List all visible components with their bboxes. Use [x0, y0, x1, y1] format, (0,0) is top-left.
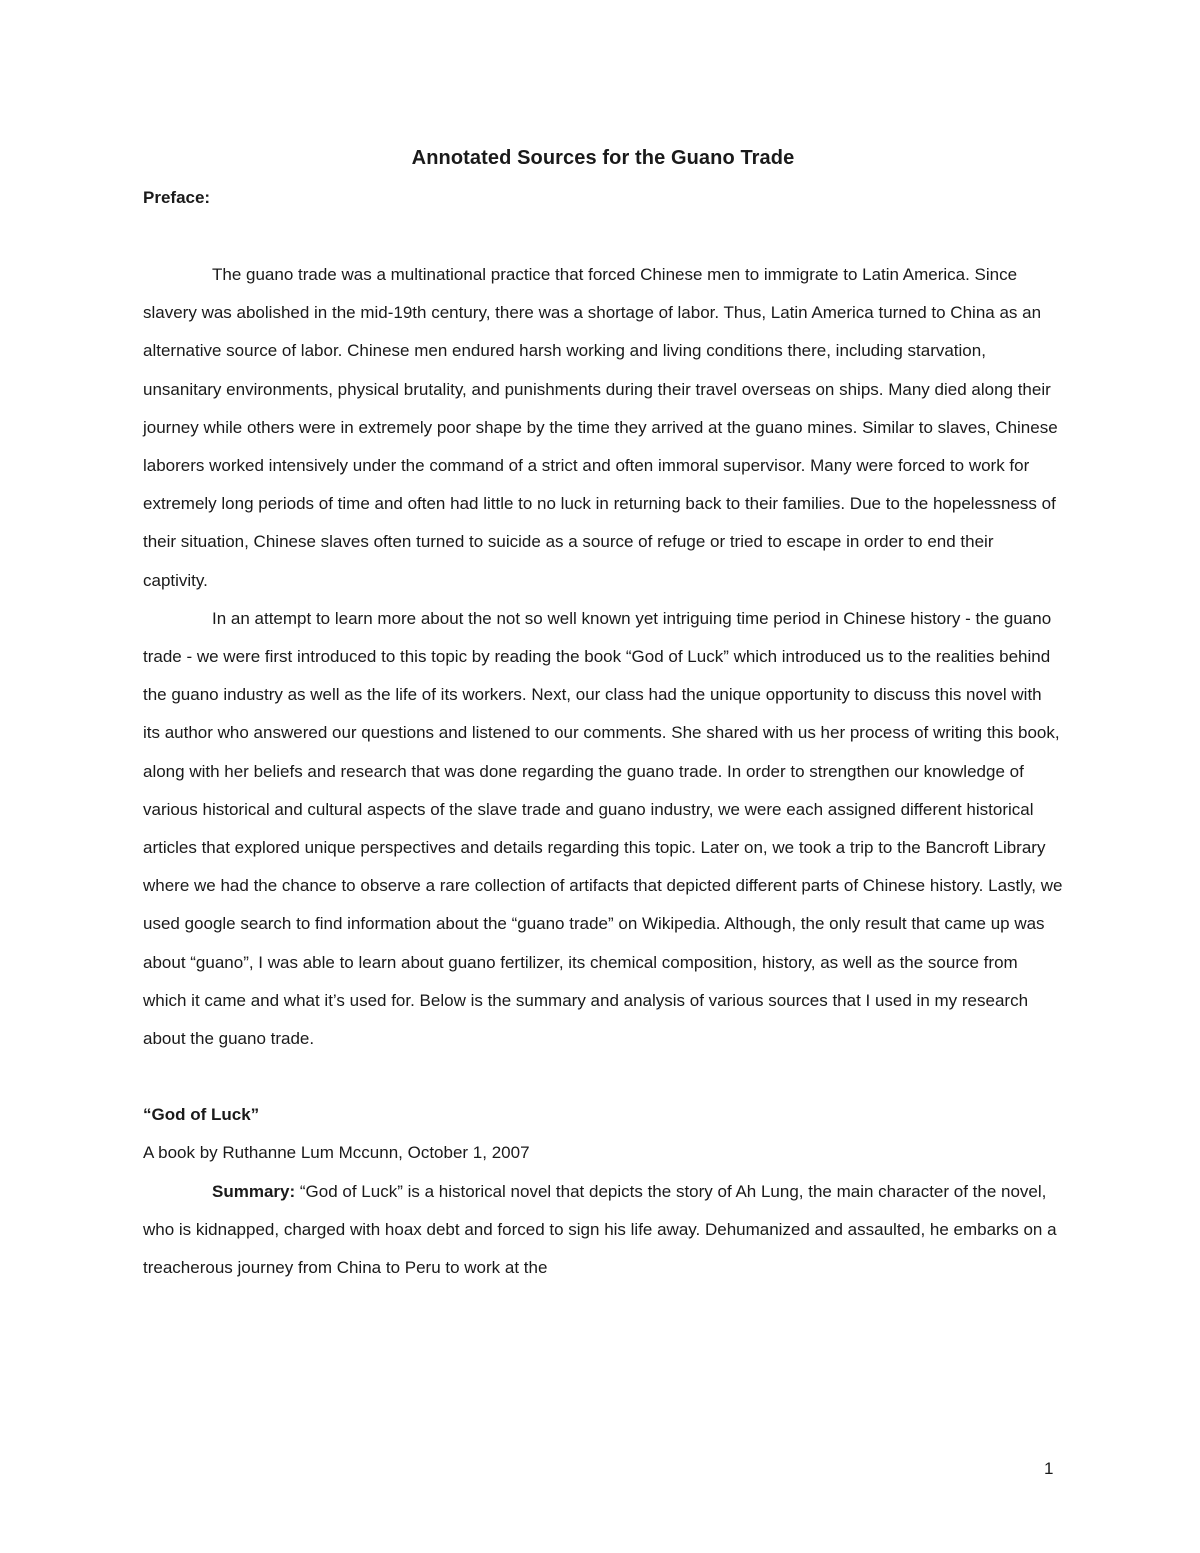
document-title: Annotated Sources for the Guano Trade	[411, 147, 795, 169]
preface-paragraph-1: The guano trade was a multinational practice that forced Chinese men to immigrate to Latin America. Since slavery was abolished in the mid-19th century, there was a shortage of labor. Thus, Latin America turned to China as an alternative source of labor. Chinese men endured harsh working and living conditions there, including starvation, unsanitary environments, physical brutality, and punishments during their travel overseas on ships. Many died along their journey while others were in extremely poor shape by the time they arrived at the guano mines. Similar to slaves, Chinese laborers worked intensively under the command of a strict and often immoral supervisor. Many were forced to work for extremely long periods of time and often had little to no luck in returning back to their families. Due to the hopelessness of their situation, Chinese slaves often turned to suicide as a source of refuge or tried to escape in order to end their captivity.	[143, 265, 1058, 590]
preface-paragraph-2: In an attempt to learn more about the not so well known yet intriguing time period in Chinese history - the guano trade - we were first introduced to this topic by reading the book “God of Luck” which introduced us to the realities behind the guano industry as well as the life of its workers. Next, our class had the unique opportunity to discuss this novel with its author who answered our questions and listened to our comments. She shared with us her process of writing this book, along with her beliefs and research that was done regarding the guano trade. In order to strengthen our knowledge of various historical and cultural aspects of the slave trade and guano industry, we were each assigned different historical articles that explored unique perspectives and details regarding this topic. Later on, we took a trip to the Bancroft Library where we had the chance to observe a rare collection of artifacts that depicted different parts of Chinese history. Lastly, we used google search to find information about the “guano trade” on Wikipedia. Although, the only result that came up was about “guano”, I was able to learn about guano fertilizer, its chemical composition, history, as well as the source from which it came and what it’s used for. Below is the summary and analysis of various sources that I used in my research about the guano trade.	[143, 608, 1063, 1049]
source-title: “God of Luck”	[143, 1105, 260, 1125]
source-summary	[143, 1173, 1063, 1288]
summary-text: “God of Luck” is a historical novel that depicts the story of Ah Lung, the main character of the novel, who is kidnapped, charged with hoax debt and forced to sign his life away. Dehumanized and assaulted, he embarks on a treacherous journey from China to Peru to work at the	[143, 1181, 1057, 1278]
section-spacer	[143, 1058, 1063, 1096]
document-body	[143, 140, 1063, 1287]
page-number: 1	[1044, 1459, 1054, 1478]
summary-label: Summary:	[212, 1181, 296, 1201]
preface-heading: Preface:	[143, 188, 211, 207]
source-meta: A book by Ruthanne Lum Mccunn, October 1, 2007	[143, 1143, 530, 1163]
